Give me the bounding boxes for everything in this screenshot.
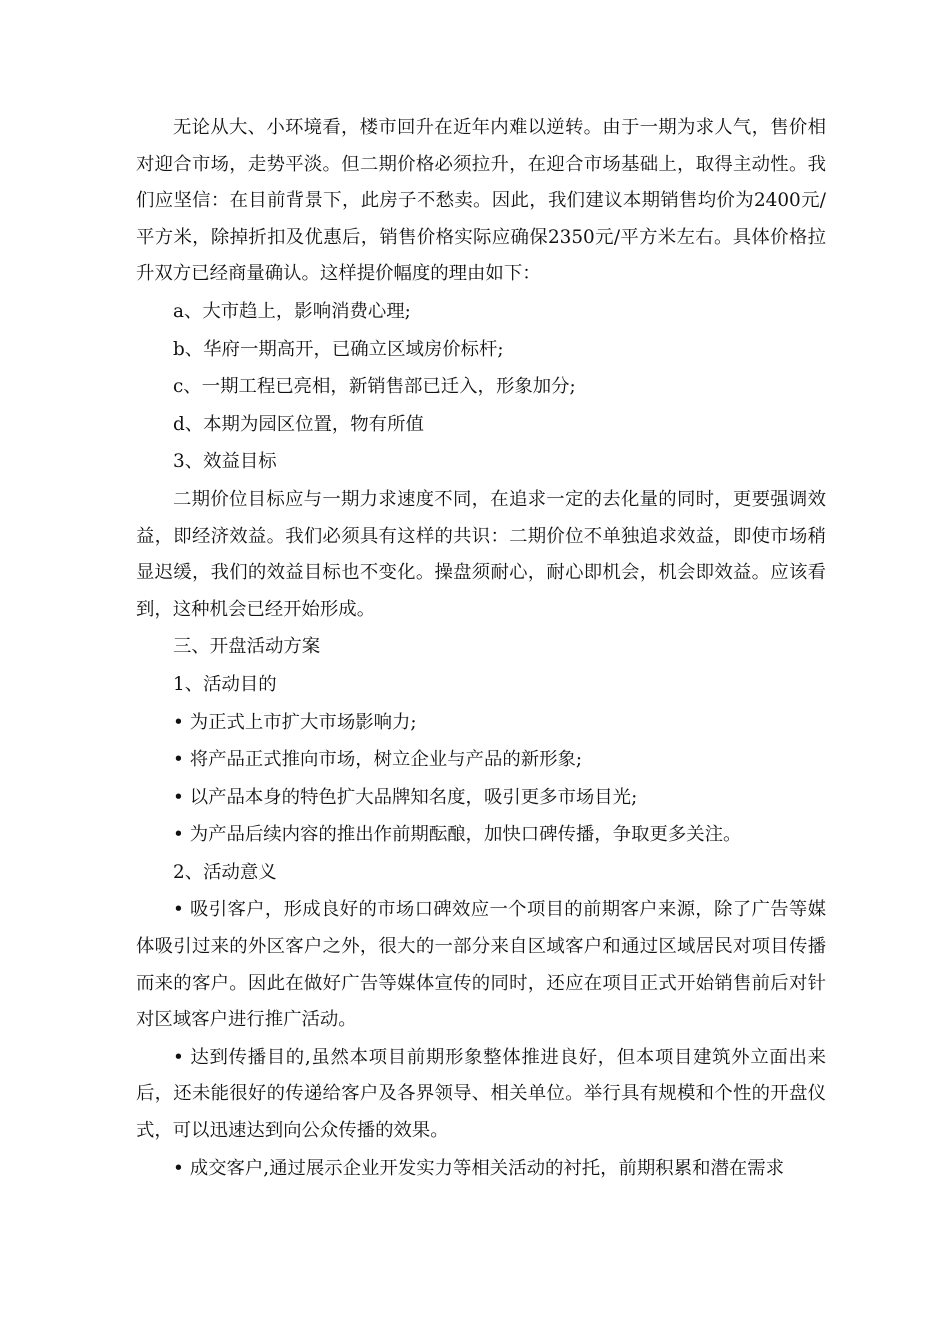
list-item-c: c、一期工程已亮相，新销售部已迁入，形象加分; — [173, 376, 576, 398]
paragraph-benefit: 二期价位目标应与一期力求速度不同，在追求一定的去化量的同时，更要强调效益，即经济效益。我们必须具有这样的共识：二期价位不单独追求效益，即使市场稍显迟缓，我们的效益目标也不变化。操盘须耐心，耐心即机会，机会即效益。应该看到，这种机会已经开始形成。 — [136, 488, 826, 620]
bullet-item-purpose-2: • 将产品正式推向市场，树立企业与产品的新形象; — [173, 749, 583, 771]
paragraph-pricing: 无论从大、小环境看，楼市回升在近年内难以逆转。由于一期为求人气，售价相对迎合市场，走势平淡。但二期价格必须拉升，在迎合市场基础上，取得主动性。我们应坚信：在目前背景下，此房子不愁卖。因此，我们建议本期销售均价为2400元/平方米，除掉折扣及优惠后，销售价格实际应确保2350元/平方米左右。具体价格拉升双方已经商量确认。这样提价幅度的理由如下： — [136, 117, 826, 285]
section-heading-activity-meaning: 2、活动意义 — [173, 861, 277, 883]
section-heading-benefit-goal: 3、效益目标 — [173, 451, 277, 473]
bullet-paragraph-spread: • 达到传播目的,虽然本项目前期形象整体推进良好，但本项目建筑外立面出来后，还未能很好的传递给客户及各界领导、相关单位。举行具有规模和个性的开盘仪式，可以迅速达到向公众传播的效果。 — [136, 1046, 826, 1142]
bullet-item-purpose-1: • 为正式上市扩大市场影响力; — [173, 711, 417, 733]
bullet-item-purpose-4: • 为产品后续内容的推出作前期酝酿，加快口碑传播，争取更多关注。 — [173, 824, 742, 846]
section-heading-activity-purpose: 1、活动目的 — [173, 673, 277, 695]
list-item-a: a、大市趋上，影响消费心理; — [173, 300, 411, 322]
bullet-paragraph-attract-clients: • 吸引客户，形成良好的市场口碑效应一个项目的前期客户来源，除了广告等媒体吸引过来的外区客户之外，很大的一部分来自区域客户和通过区域居民对项目传播而来的客户。因此在做好广告等媒体宣传的同时，还应在项目正式开始销售前后对针对区域客户进行推广活动。 — [136, 899, 826, 1031]
list-item-d: d、本期为园区位置，物有所值 — [173, 413, 424, 435]
bullet-item-purpose-3: • 以产品本身的特色扩大品牌知名度，吸引更多市场目光; — [173, 786, 638, 808]
section-heading-opening-plan: 三、开盘活动方案 — [173, 636, 321, 658]
list-item-b: b、华府一期高开，已确立区域房价标杆; — [173, 338, 504, 360]
bullet-paragraph-close-deals: • 成交客户,通过展示企业开发实力等相关活动的衬托，前期积累和潜在需求 — [173, 1157, 785, 1179]
document-body — [136, 110, 826, 1188]
